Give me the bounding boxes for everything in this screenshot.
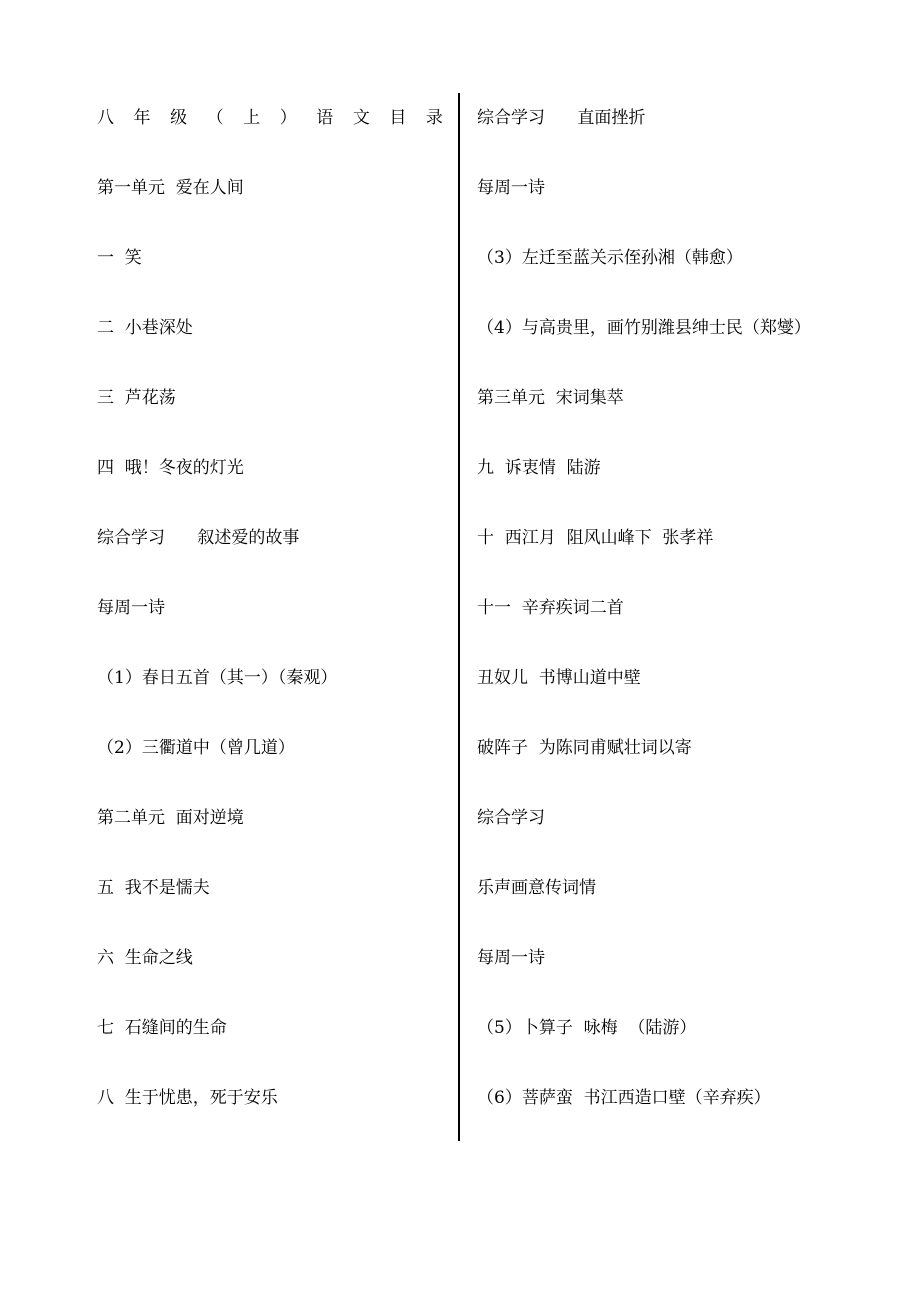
toc-entry: （6）菩萨蛮 书江西造口壁（辛弃疾） [477,1088,771,1108]
toc-entry: 综合学习 直面挫折 [477,108,646,128]
title-line [97,98,443,138]
toc-entry: 丑奴儿 书博山道中壁 [477,668,641,688]
toc-entry: （4）与高贵里，画竹别潍县绅士民（郑燮） [477,318,811,338]
toc-entry: 破阵子 为陈同甫赋壮词以寄 [477,738,692,758]
toc-entry-unit-heading: 第三单元 宋词集萃 [477,388,624,408]
left-column [97,98,449,1148]
title-char: 目 [389,108,407,128]
document-title [97,98,449,168]
title-char: 年 [133,108,151,128]
title-char: 录 [425,108,443,128]
right-column [477,98,897,1148]
toc-entry: 八 生于忧患，死于安乐 [97,1088,278,1108]
title-char: 八 [97,108,114,128]
toc-entry: （1）春日五首（其一）（秦观） [97,668,338,688]
toc-entry: 七 石缝间的生命 [97,1018,227,1038]
toc-entry: 每周一诗 [97,598,165,618]
title-char: 上 [243,108,261,128]
title-char: 文 [352,108,370,128]
toc-entry: 十一 辛弃疾词二首 [477,598,624,618]
toc-entry: 每周一诗 [477,178,545,198]
toc-entry: 六 生命之线 [97,948,193,968]
toc-entry: 十 西江月 阻风山峰下 张孝祥 [477,528,714,548]
toc-entry: （5）卜算子 咏梅 （陆游） [477,1018,697,1038]
toc-entry: 九 诉衷情 陆游 [477,458,601,478]
column-divider [458,93,460,1141]
title-char: （ [206,108,224,128]
toc-entry-unit-heading: 第一单元 爱在人间 [97,178,244,198]
toc-entry: 五 我不是懦夫 [97,878,210,898]
toc-entry-unit-heading: 第二单元 面对逆境 [97,808,244,828]
title-char: 语 [316,108,334,128]
title-char: ） [279,108,297,128]
toc-entry: 一 笑 [97,248,142,268]
toc-entry: 乐声画意传词情 [477,878,596,898]
toc-entry: 每周一诗 [477,948,545,968]
toc-entry: 综合学习 [477,808,545,828]
toc-entry: 三 芦花荡 [97,388,176,408]
title-char: 级 [170,108,188,128]
toc-entry: 四 哦！冬夜的灯光 [97,458,244,478]
toc-entry: 综合学习 叙述爱的故事 [97,528,300,548]
toc-entry: （2）三衢道中（曾几道） [97,738,295,758]
toc-entry: （3）左迁至蓝关示侄孙湘（韩愈） [477,248,743,268]
toc-entry: 二 小巷深处 [97,318,193,338]
